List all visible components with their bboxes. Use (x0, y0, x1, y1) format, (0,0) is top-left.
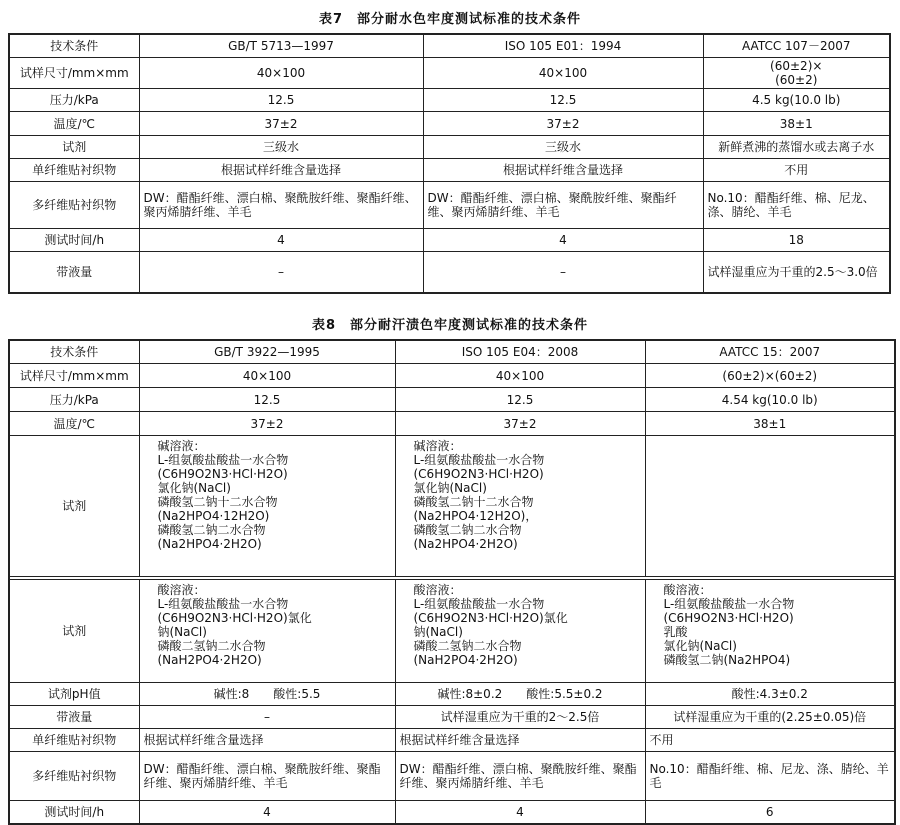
table-row-alkaline (9, 436, 895, 577)
reagent-cell: 碱溶液： L-组氨酸盐酸盐一水合物 (C6H9O2N3·HCl·H2O) 氯化钠(NaCl) 磷酸氢二钠十二水合物 (Na2HPO4·12H2O) 磷酸氢二钠二水合物 (Na2HPO4·2H2O) (139, 436, 395, 577)
reagent-cell: 酸溶液： L-组氨酸盐酸盐一水合物 (C6H9O2N3·HCl·H2O)氯化 钠(NaCl) 磷酸二氢钠二水合物 (NaH2PO4·2H2O) (395, 580, 645, 683)
table-cell: 38±1 (703, 112, 890, 136)
table-cell: – (139, 252, 423, 294)
table-row (9, 136, 890, 159)
table7-title: 表7 部分耐水色牢度测试标准的技术条件 (318, 12, 582, 27)
row-label: 测试时间/h (9, 801, 139, 825)
table-row (9, 412, 895, 436)
table-cell: 12.5 (139, 388, 395, 412)
table-cell: No.10：醋酯纤维、棉、尼龙、涤、腈纶、羊毛 (703, 182, 890, 229)
table-row (9, 752, 895, 801)
table-row (9, 229, 890, 252)
row-label: 试剂 (9, 580, 139, 683)
table-cell: 试样湿重应为干重的2.5～3.0倍 (703, 252, 890, 294)
table-cell: 18 (703, 229, 890, 252)
row-label: 试剂 (9, 136, 139, 159)
table-cell: 4 (139, 801, 395, 825)
reagent-cell (645, 436, 895, 577)
column-header: ISO 105 E01：1994 (423, 34, 703, 58)
row-label: 带液量 (9, 252, 139, 294)
reagent-cell: 酸溶液： L-组氨酸盐酸盐一水合物 (C6H9O2N3·HCl·H2O) 乳酸 氯化钠(NaCl) 磷酸氢二钠(Na2HPO4) (645, 580, 895, 683)
table-cell: 4 (423, 229, 703, 252)
table-cell: 4 (139, 229, 423, 252)
table-row (9, 729, 895, 752)
table-cell: – (423, 252, 703, 294)
row-label: 技术条件 (9, 340, 139, 364)
table-cell: 新鲜煮沸的蒸馏水或去离子水 (703, 136, 890, 159)
reagent-cell: 酸溶液： L-组氨酸盐酸盐一水合物 (C6H9O2N3·HCl·H2O)氯化 钠(NaCl) 磷酸二氢钠二水合物 (NaH2PO4·2H2O) (139, 580, 395, 683)
row-label: 技术条件 (9, 34, 139, 58)
table-header-row (9, 340, 895, 364)
row-label: 温度/℃ (9, 112, 139, 136)
table-cell: 三级水 (139, 136, 423, 159)
table-cell: No.10：醋酯纤维、棉、尼龙、涤、腈纶、羊毛 (645, 752, 895, 801)
table-cell: DW：醋酯纤维、漂白棉、聚酰胺纤维、聚酯纤维、聚丙烯腈纤维、羊毛 (139, 752, 395, 801)
table-cell: DW：醋酯纤维、漂白棉、聚酰胺纤维、聚酯纤维、聚丙烯腈纤维、羊毛 (139, 182, 423, 229)
column-header: ISO 105 E04：2008 (395, 340, 645, 364)
table-row (9, 801, 895, 825)
table-cell: 根据试样纤维含量选择 (139, 729, 395, 752)
table-row (9, 252, 890, 294)
table-row (9, 89, 890, 112)
table-cell: 酸性:4.3±0.2 (645, 683, 895, 706)
table-row-acid (9, 580, 895, 683)
table-cell: 4.5 kg(10.0 lb) (703, 89, 890, 112)
table-cell: DW：醋酯纤维、漂白棉、聚酰胺纤维、聚酯纤维、聚丙烯腈纤维、羊毛 (423, 182, 703, 229)
table-cell: 37±2 (395, 412, 645, 436)
table-header-row (9, 34, 890, 58)
table-row (9, 58, 890, 89)
table-cell: 38±1 (645, 412, 895, 436)
table-cell: 37±2 (423, 112, 703, 136)
table-cell: 根据试样纤维含量选择 (395, 729, 645, 752)
table7 (8, 33, 891, 294)
row-label: 试样尺寸/mm×mm (9, 58, 139, 89)
table-row (9, 182, 890, 229)
table8 (8, 339, 896, 825)
reagent-cell: 碱溶液： L-组氨酸盐酸盐一水合物 (C6H9O2N3·HCl·H2O) 氯化钠(NaCl) 磷酸氢二钠十二水合物 (Na2HPO4·12H2O)， 磷酸氢二钠二水合物 (Na2HPO4·2H2O) (395, 436, 645, 577)
table-row (9, 159, 890, 182)
table-cell: 不用 (645, 729, 895, 752)
table-cell: (60±2)× (60±2) (703, 58, 890, 89)
row-label: 压力/kPa (9, 89, 139, 112)
table-cell: 4.54 kg(10.0 lb) (645, 388, 895, 412)
row-label: 压力/kPa (9, 388, 139, 412)
table-row (9, 388, 895, 412)
table-cell: 不用 (703, 159, 890, 182)
column-header: GB/T 5713—1997 (139, 34, 423, 58)
table-cell: 40×100 (395, 364, 645, 388)
table8-title: 表8 部分耐汗渍色牢度测试标准的技术条件 (311, 318, 589, 333)
table-cell: 三级水 (423, 136, 703, 159)
table-cell: 40×100 (139, 58, 423, 89)
table-cell: – (139, 706, 395, 729)
table-cell: 6 (645, 801, 895, 825)
row-label: 带液量 (9, 706, 139, 729)
table-cell: 4 (395, 801, 645, 825)
column-header: AATCC 107－2007 (703, 34, 890, 58)
table-row (9, 683, 895, 706)
row-label: 多纤维贴衬织物 (9, 752, 139, 801)
table-cell: 12.5 (395, 388, 645, 412)
row-label: 单纤维贴衬织物 (9, 159, 139, 182)
table-cell: 40×100 (139, 364, 395, 388)
row-label: 多纤维贴衬织物 (9, 182, 139, 229)
row-label: 温度/℃ (9, 412, 139, 436)
table-cell: 37±2 (139, 112, 423, 136)
column-header: AATCC 15：2007 (645, 340, 895, 364)
row-label: 试样尺寸/mm×mm (9, 364, 139, 388)
table-row (9, 364, 895, 388)
table-row (9, 112, 890, 136)
row-label: 单纤维贴衬织物 (9, 729, 139, 752)
table-cell: 37±2 (139, 412, 395, 436)
table-cell: DW：醋酯纤维、漂白棉、聚酰胺纤维、聚酯纤维、聚丙烯腈纤维、羊毛 (395, 752, 645, 801)
table-cell: 试样湿重应为干重的2～2.5倍 (395, 706, 645, 729)
table-cell: 根据试样纤维含量选择 (423, 159, 703, 182)
table-row (9, 706, 895, 729)
table-cell: (60±2)×(60±2) (645, 364, 895, 388)
row-label: 试剂 (9, 436, 139, 577)
table-cell: 试样湿重应为干重的(2.25±0.05)倍 (645, 706, 895, 729)
table-cell: 碱性:8 酸性:5.5 (139, 683, 395, 706)
table-cell: 12.5 (423, 89, 703, 112)
table-cell: 40×100 (423, 58, 703, 89)
row-label: 测试时间/h (9, 229, 139, 252)
table-cell: 12.5 (139, 89, 423, 112)
row-label: 试剂pH值 (9, 683, 139, 706)
column-header: GB/T 3922—1995 (139, 340, 395, 364)
table-cell: 根据试样纤维含量选择 (139, 159, 423, 182)
table-cell: 碱性:8±0.2 酸性:5.5±0.2 (395, 683, 645, 706)
